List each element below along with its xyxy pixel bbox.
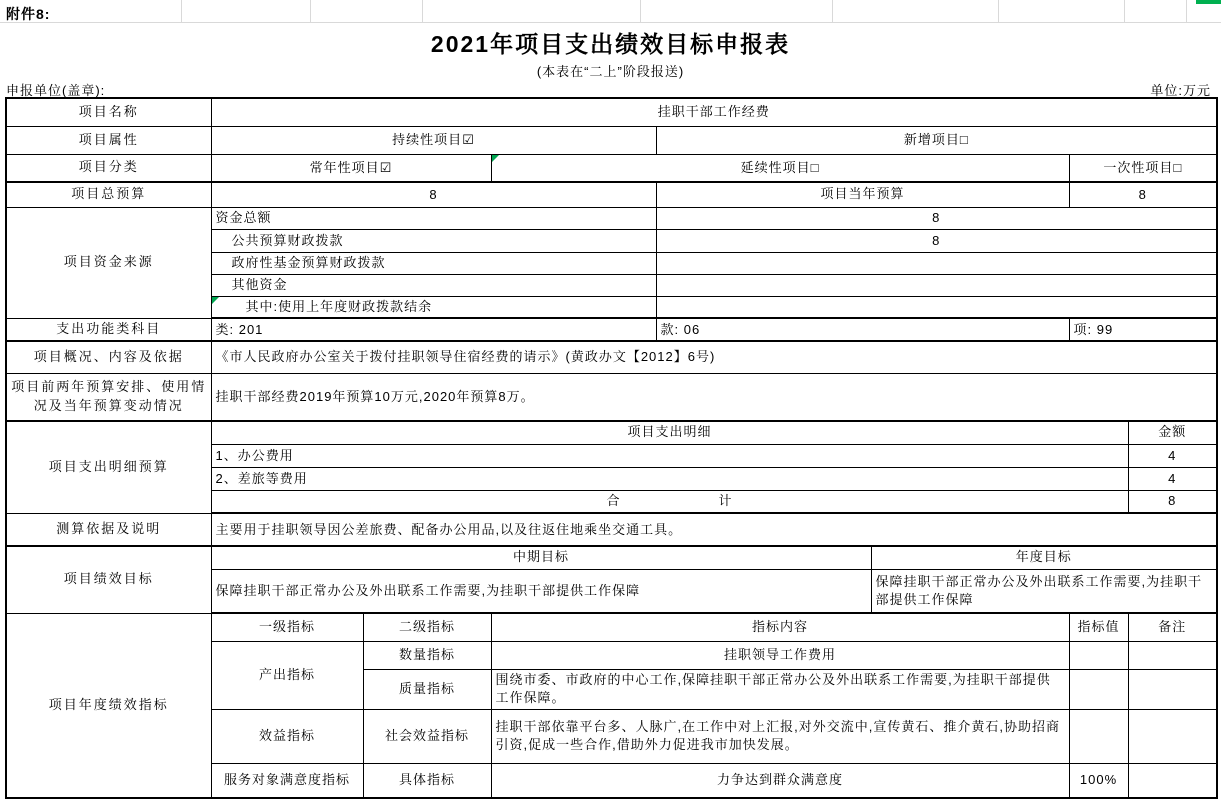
funding-public-label: 公共预算财政拨款 [211, 229, 656, 252]
social-benefit-label: 社会效益指标 [363, 709, 491, 763]
category-continuation-checkbox[interactable] [491, 154, 1069, 182]
total-budget-label: 项目总预算 [6, 182, 211, 207]
gridline [998, 0, 999, 22]
detail-header: 项目支出明细 [211, 421, 1128, 444]
quantity-indicator-content[interactable]: 挂职领导工作费用 [491, 641, 1069, 669]
amount-header: 金额 [1128, 421, 1217, 444]
gridline [1186, 0, 1187, 22]
total-budget-value[interactable]: 8 [211, 182, 656, 207]
category-perennial-checkbox[interactable]: 常年性项目☑ [211, 154, 491, 182]
project-name-label: 项目名称 [6, 98, 211, 126]
error-flag-icon [212, 297, 219, 304]
function-item-value[interactable]: 项: 99 [1069, 318, 1217, 341]
social-benefit-value[interactable] [1069, 709, 1128, 763]
funding-total-value[interactable]: 8 [656, 207, 1217, 229]
attribute-continuous-checkbox[interactable]: 持续性项目☑ [211, 126, 656, 154]
satisfaction-content[interactable]: 力争达到群众满意度 [491, 763, 1069, 798]
category-onetime-checkbox[interactable]: 一次性项目□ [1069, 154, 1217, 182]
level2-header: 二级指标 [363, 613, 491, 641]
declaration-form-table [5, 97, 1218, 799]
annual-indicators-label: 项目年度绩效指标 [6, 613, 211, 798]
satisfaction-indicator-label: 服务对象满意度指标 [211, 763, 363, 798]
quantity-indicator-label: 数量指标 [363, 641, 491, 669]
calculation-basis-label: 测算依据及说明 [6, 513, 211, 546]
gridline [0, 22, 1221, 23]
gridline [310, 0, 311, 22]
gridline [1124, 0, 1125, 22]
midterm-header: 中期目标 [211, 546, 871, 569]
declaring-unit-label: 申报单位(盖章): [6, 83, 106, 98]
gridline [832, 0, 833, 22]
annual-header: 年度目标 [871, 546, 1217, 569]
funding-carryover-label [211, 296, 656, 318]
funding-source-label: 项目资金来源 [6, 207, 211, 318]
error-flag-icon [492, 155, 499, 162]
function-subject-label: 支出功能类科目 [6, 318, 211, 341]
quality-indicator-remark[interactable] [1128, 669, 1217, 709]
satisfaction-value[interactable]: 100% [1069, 763, 1128, 798]
detail-row-name[interactable]: 2、差旅等费用 [211, 467, 1128, 490]
funding-carryover-text: 其中:使用上年度财政拨款结余 [245, 298, 433, 314]
value-header: 指标值 [1069, 613, 1128, 641]
funding-govfund-value[interactable] [656, 252, 1217, 274]
quality-indicator-content[interactable]: 围绕市委、市政府的中心工作,保障挂职干部正常办公及外出联系工作需要,为挂职干部提供工作保障。 [491, 669, 1069, 709]
overview-label: 项目概况、内容及依据 [6, 341, 211, 373]
unit-label: 单位:万元 [1150, 83, 1211, 98]
social-benefit-content[interactable]: 挂职干部依靠平台多、人脉广,在工作中对上汇报,对外交流中,宣传黄石、推介黄石,协助招商引资,促成一些合作,借助外力促进我市加快发展。 [491, 709, 1069, 763]
page-title: 2021年项目支出绩效目标申报表 [430, 31, 791, 57]
quantity-indicator-remark[interactable] [1128, 641, 1217, 669]
attribute-new-checkbox[interactable]: 新增项目□ [656, 126, 1217, 154]
funding-carryover-value[interactable] [656, 296, 1217, 318]
gridline [181, 0, 182, 22]
function-section-value[interactable]: 款: 06 [656, 318, 1069, 341]
quantity-indicator-value[interactable] [1069, 641, 1128, 669]
social-benefit-remark[interactable] [1128, 709, 1217, 763]
attribute-label: 项目属性 [6, 126, 211, 154]
category-label: 项目分类 [6, 154, 211, 182]
quality-indicator-label: 质量指标 [363, 669, 491, 709]
selection-mark [1196, 0, 1221, 4]
detail-row-amount[interactable]: 4 [1128, 467, 1217, 490]
midterm-target-value[interactable]: 保障挂职干部正常办公及外出联系工作需要,为挂职干部提供工作保障 [211, 569, 871, 613]
benefit-indicator-label: 效益指标 [211, 709, 363, 763]
calculation-basis-value[interactable]: 主要用于挂职领导因公差旅费、配备办公用品,以及往返住地乘坐交通工具。 [211, 513, 1217, 546]
project-name-value[interactable]: 挂职干部工作经费 [211, 98, 1217, 126]
level1-header: 一级指标 [211, 613, 363, 641]
expenditure-detail-label: 项目支出明细预算 [6, 421, 211, 513]
gridline [640, 0, 641, 22]
detail-total-amount[interactable]: 8 [1128, 490, 1217, 513]
annual-target-value[interactable]: 保障挂职干部正常办公及外出联系工作需要,为挂职干部提供工作保障 [871, 569, 1217, 613]
quality-indicator-value[interactable] [1069, 669, 1128, 709]
prior-budget-value[interactable]: 挂职干部经费2019年预算10万元,2020年预算8万。 [211, 373, 1217, 421]
output-indicator-label: 产出指标 [211, 641, 363, 709]
page-subtitle: (本表在“二上”阶段报送) [536, 64, 685, 79]
prior-budget-label: 项目前两年预算安排、使用情况及当年预算变动情况 [6, 373, 211, 421]
attachment-label: 附件8: [6, 6, 51, 22]
specific-indicator-label: 具体指标 [363, 763, 491, 798]
detail-row-amount[interactable]: 4 [1128, 444, 1217, 467]
current-year-budget-label: 项目当年预算 [656, 182, 1069, 207]
funding-other-value[interactable] [656, 274, 1217, 296]
detail-row-name[interactable]: 1、办公费用 [211, 444, 1128, 467]
content-header: 指标内容 [491, 613, 1069, 641]
performance-target-label: 项目绩效目标 [6, 546, 211, 613]
funding-public-value[interactable]: 8 [656, 229, 1217, 252]
remark-header: 备注 [1128, 613, 1217, 641]
overview-value[interactable]: 《市人民政府办公室关于拨付挂职领导住宿经费的请示》(黄政办文【2012】6号) [211, 341, 1217, 373]
detail-total-label: 合 计 [211, 490, 1128, 513]
current-year-budget-value[interactable]: 8 [1069, 182, 1217, 207]
funding-other-label: 其他资金 [211, 274, 656, 296]
gridline [422, 0, 423, 22]
satisfaction-remark[interactable] [1128, 763, 1217, 798]
category-continuation-text: 延续性项目□ [740, 159, 820, 175]
funding-total-label: 资金总额 [211, 207, 656, 229]
function-class-value[interactable]: 类: 201 [211, 318, 656, 341]
funding-govfund-label: 政府性基金预算财政拨款 [211, 252, 656, 274]
